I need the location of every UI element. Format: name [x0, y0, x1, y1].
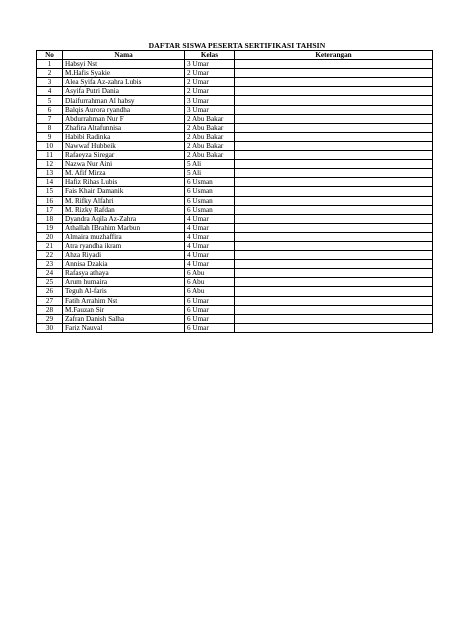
- cell-kelas: 2 Abu Bakar: [185, 123, 235, 132]
- cell-no: 11: [37, 151, 63, 160]
- cell-no: 14: [37, 178, 63, 187]
- cell-no: 4: [37, 87, 63, 96]
- cell-keterangan: [235, 60, 433, 69]
- cell-keterangan: [235, 305, 433, 314]
- table-row: [37, 123, 433, 132]
- cell-kelas: 4 Umar: [185, 260, 235, 269]
- cell-kelas: 6 Usman: [185, 196, 235, 205]
- table-row: [37, 105, 433, 114]
- header-kelas: Kelas: [185, 51, 235, 60]
- cell-no: 29: [37, 314, 63, 323]
- table-row: [37, 278, 433, 287]
- table-header-row: [37, 51, 433, 60]
- table-row: [37, 178, 433, 187]
- header-no: No: [37, 51, 63, 60]
- cell-kelas: 6 Umar: [185, 314, 235, 323]
- cell-keterangan: [235, 296, 433, 305]
- cell-no: 24: [37, 269, 63, 278]
- cell-kelas: 5 Ali: [185, 160, 235, 169]
- cell-kelas: 2 Abu Bakar: [185, 141, 235, 150]
- cell-keterangan: [235, 123, 433, 132]
- table-row: [37, 223, 433, 232]
- cell-keterangan: [235, 69, 433, 78]
- cell-kelas: 4 Umar: [185, 241, 235, 250]
- cell-nama: Almaira muzhaffira: [63, 232, 185, 241]
- cell-nama: Fatih Arrahim Nst: [63, 296, 185, 305]
- cell-keterangan: [235, 287, 433, 296]
- cell-nama: Annisa Dzakia: [63, 260, 185, 269]
- cell-no: 6: [37, 105, 63, 114]
- table-row: [37, 187, 433, 196]
- cell-kelas: 2 Abu Bakar: [185, 132, 235, 141]
- cell-nama: Rafaeyza Siregar: [63, 151, 185, 160]
- cell-keterangan: [235, 314, 433, 323]
- table-row: [37, 60, 433, 69]
- cell-keterangan: [235, 278, 433, 287]
- cell-kelas: 4 Umar: [185, 232, 235, 241]
- cell-no: 23: [37, 260, 63, 269]
- table-row: [37, 314, 433, 323]
- cell-nama: Zhafira Altafunnisa: [63, 123, 185, 132]
- cell-nama: Nazwa Nur Aini: [63, 160, 185, 169]
- cell-no: 9: [37, 132, 63, 141]
- cell-kelas: 2 Abu Bakar: [185, 114, 235, 123]
- cell-kelas: 6 Usman: [185, 187, 235, 196]
- table-row: [37, 114, 433, 123]
- document-title: DAFTAR SISWA PESERTA SERTIFIKASI TAHSIN: [148, 41, 326, 50]
- cell-no: 15: [37, 187, 63, 196]
- table-body: [37, 60, 433, 333]
- cell-nama: Ahza Riyadi: [63, 251, 185, 260]
- cell-no: 10: [37, 141, 63, 150]
- cell-keterangan: [235, 214, 433, 223]
- cell-kelas: 3 Umar: [185, 96, 235, 105]
- cell-nama: M. Rifky Alfahri: [63, 196, 185, 205]
- cell-keterangan: [235, 260, 433, 269]
- cell-no: 16: [37, 196, 63, 205]
- table-row: [37, 160, 433, 169]
- cell-keterangan: [235, 205, 433, 214]
- cell-no: 22: [37, 251, 63, 260]
- cell-no: 30: [37, 323, 63, 332]
- cell-nama: Habsyi Nst: [63, 60, 185, 69]
- cell-kelas: 6 Abu: [185, 269, 235, 278]
- cell-kelas: 6 Umar: [185, 323, 235, 332]
- cell-kelas: 2 Umar: [185, 78, 235, 87]
- table-row: [37, 205, 433, 214]
- cell-nama: Hafiz Rihas Lubis: [63, 178, 185, 187]
- table-row: [37, 260, 433, 269]
- cell-keterangan: [235, 241, 433, 250]
- cell-kelas: 4 Umar: [185, 223, 235, 232]
- cell-keterangan: [235, 187, 433, 196]
- cell-no: 5: [37, 96, 63, 105]
- cell-nama: M. Rizky Rafdan: [63, 205, 185, 214]
- header-keterangan: Keterangan: [235, 51, 433, 60]
- table-row: [37, 96, 433, 105]
- cell-nama: Nawwaf Hubbeik: [63, 141, 185, 150]
- table-row: [37, 241, 433, 250]
- cell-nama: Habibi Radinka: [63, 132, 185, 141]
- cell-nama: Dlaifurrahman Al habsy: [63, 96, 185, 105]
- cell-nama: M.Fauzan Sir: [63, 305, 185, 314]
- table-row: [37, 251, 433, 260]
- cell-no: 19: [37, 223, 63, 232]
- cell-no: 7: [37, 114, 63, 123]
- cell-no: 17: [37, 205, 63, 214]
- cell-keterangan: [235, 114, 433, 123]
- cell-keterangan: [235, 160, 433, 169]
- table-row: [37, 214, 433, 223]
- cell-no: 21: [37, 241, 63, 250]
- cell-kelas: 2 Umar: [185, 87, 235, 96]
- cell-kelas: 4 Umar: [185, 214, 235, 223]
- cell-nama: Abdurrahman Nur F: [63, 114, 185, 123]
- cell-nama: Teguh Al-faris: [63, 287, 185, 296]
- cell-kelas: 6 Abu: [185, 278, 235, 287]
- cell-no: 12: [37, 160, 63, 169]
- header-nama: Nama: [63, 51, 185, 60]
- cell-keterangan: [235, 105, 433, 114]
- table-row: [37, 232, 433, 241]
- cell-kelas: 2 Abu Bakar: [185, 151, 235, 160]
- cell-keterangan: [235, 96, 433, 105]
- cell-keterangan: [235, 178, 433, 187]
- cell-keterangan: [235, 87, 433, 96]
- cell-nama: Asyifa Putri Dania: [63, 87, 185, 96]
- student-table: [36, 50, 433, 333]
- cell-no: 3: [37, 78, 63, 87]
- cell-no: 28: [37, 305, 63, 314]
- cell-keterangan: [235, 78, 433, 87]
- cell-no: 1: [37, 60, 63, 69]
- cell-kelas: 3 Umar: [185, 105, 235, 114]
- table-row: [37, 78, 433, 87]
- cell-kelas: 6 Usman: [185, 178, 235, 187]
- cell-nama: Alea Syifa Az-zahra Lubis: [63, 78, 185, 87]
- cell-keterangan: [235, 151, 433, 160]
- cell-kelas: 5 Ali: [185, 169, 235, 178]
- cell-no: 26: [37, 287, 63, 296]
- cell-keterangan: [235, 169, 433, 178]
- cell-no: 18: [37, 214, 63, 223]
- cell-kelas: 6 Umar: [185, 296, 235, 305]
- cell-kelas: 6 Abu: [185, 287, 235, 296]
- table-row: [37, 287, 433, 296]
- table-row: [37, 151, 433, 160]
- cell-nama: Zafran Danish Salha: [63, 314, 185, 323]
- cell-kelas: 6 Umar: [185, 305, 235, 314]
- cell-kelas: 6 Usman: [185, 205, 235, 214]
- cell-no: 27: [37, 296, 63, 305]
- cell-nama: Atra ryandha ikram: [63, 241, 185, 250]
- cell-nama: Fariz Nauval: [63, 323, 185, 332]
- cell-nama: Rafasya athaya: [63, 269, 185, 278]
- table-row: [37, 323, 433, 332]
- cell-keterangan: [235, 223, 433, 232]
- cell-keterangan: [235, 232, 433, 241]
- table-row: [37, 269, 433, 278]
- cell-nama: Balqis Aurora ryandha: [63, 105, 185, 114]
- table-row: [37, 305, 433, 314]
- cell-keterangan: [235, 251, 433, 260]
- cell-no: 8: [37, 123, 63, 132]
- cell-keterangan: [235, 196, 433, 205]
- cell-nama: Dyandra Aqila Az-Zahra: [63, 214, 185, 223]
- cell-keterangan: [235, 269, 433, 278]
- cell-no: 13: [37, 169, 63, 178]
- cell-keterangan: [235, 132, 433, 141]
- cell-nama: Fais Khair Damanik: [63, 187, 185, 196]
- table-row: [37, 296, 433, 305]
- cell-keterangan: [235, 323, 433, 332]
- cell-nama: M. Afif Mirza: [63, 169, 185, 178]
- table-row: [37, 196, 433, 205]
- cell-kelas: 2 Umar: [185, 69, 235, 78]
- table-row: [37, 169, 433, 178]
- table-row: [37, 87, 433, 96]
- cell-nama: Athallah IBrahim Marbun: [63, 223, 185, 232]
- cell-no: 20: [37, 232, 63, 241]
- cell-keterangan: [235, 141, 433, 150]
- cell-no: 2: [37, 69, 63, 78]
- cell-nama: Arum humaira: [63, 278, 185, 287]
- table-row: [37, 141, 433, 150]
- cell-kelas: 3 Umar: [185, 60, 235, 69]
- cell-no: 25: [37, 278, 63, 287]
- cell-nama: M.Hafis Syakie: [63, 69, 185, 78]
- cell-kelas: 4 Umar: [185, 251, 235, 260]
- table-row: [37, 132, 433, 141]
- table-row: [37, 69, 433, 78]
